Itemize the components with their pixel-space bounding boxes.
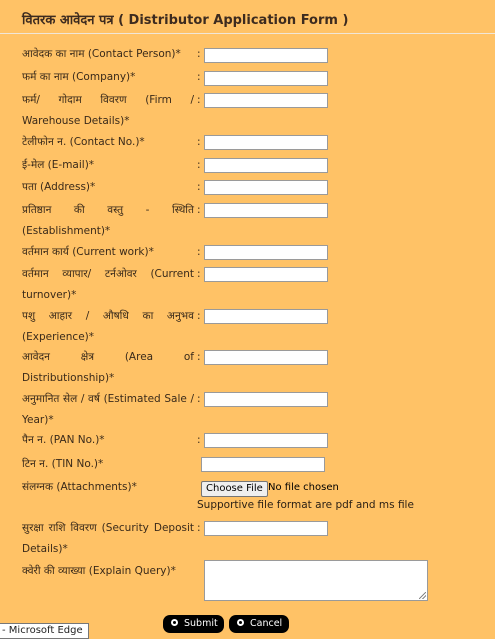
submit-button[interactable] — [163, 615, 224, 633]
pan-no-label: पैन न. (PAN No.)* — [22, 434, 105, 446]
experience-label: पशु आहार / औषधि का अनुभव (Experience)* — [22, 310, 194, 343]
browser-tooltip: - Microsoft Edge — [0, 623, 89, 639]
field-colon: : — [197, 268, 201, 280]
establishment-label: प्रतिष्ठान की वस्तु - स्थिति (Establishment)* — [22, 204, 194, 237]
company-label: फर्म का नाम (Company)* — [22, 71, 136, 83]
current-work-input[interactable] — [204, 245, 328, 260]
distribution-area-input[interactable] — [204, 350, 328, 365]
form-title: वितरक आवेदन पत्र ( Distributor Application Form ) — [22, 13, 349, 28]
cancel-label: Cancel — [250, 618, 283, 629]
contact-person-label: आवेदक का नाम (Contact Person)* — [22, 48, 181, 60]
security-deposit-input[interactable] — [204, 521, 328, 536]
cancel-icon — [237, 619, 244, 626]
field-colon: : — [197, 204, 201, 216]
field-colon: : — [197, 48, 201, 60]
firm-warehouse-label: फर्म/ गोदाम विवरण (Firm / Warehouse Details)* — [22, 94, 194, 127]
email-input[interactable] — [204, 158, 328, 173]
explain-query-label: क्वेरी की व्याख्या (Explain Query)* — [22, 565, 176, 577]
email-label: ई-मेल (E-mail)* — [22, 159, 95, 171]
current-turnover-input[interactable] — [204, 267, 328, 282]
address-label: पता (Address)* — [22, 181, 96, 193]
estimated-sale-label: अनुमानित सेल / वर्ष (Estimated Sale / Year)* — [22, 393, 194, 426]
tin-no-input[interactable] — [201, 457, 325, 472]
title-divider — [0, 33, 495, 34]
submit-icon — [171, 619, 178, 626]
field-colon: : — [197, 351, 201, 363]
field-colon: : — [197, 246, 201, 258]
resize-handle-icon[interactable] — [419, 592, 426, 599]
current-work-label: वर्तमान कार्य (Current work)* — [22, 246, 154, 258]
submit-label: Submit — [184, 618, 218, 629]
explain-query-textarea[interactable] — [204, 560, 428, 601]
current-turnover-label: वर्तमान व्यापार/ टर्नओवर (Current turnover)* — [22, 268, 194, 301]
field-colon: : — [197, 181, 201, 193]
experience-input[interactable] — [204, 309, 328, 324]
contact-no-input[interactable] — [204, 135, 328, 150]
firm-warehouse-input[interactable] — [204, 93, 328, 108]
security-deposit-label: सुरक्षा राशि विवरण (Security Deposit Details)* — [22, 522, 194, 555]
cancel-button[interactable] — [229, 615, 289, 633]
address-input[interactable] — [204, 180, 328, 195]
company-input[interactable] — [204, 71, 328, 86]
attachments-label: संलग्नक (Attachments)* — [22, 481, 137, 493]
choose-file-button[interactable]: Choose File — [201, 481, 268, 497]
field-colon: : — [197, 71, 201, 83]
field-colon: : — [197, 310, 201, 322]
distribution-area-label: आवेदन क्षेत्र (Area of Distributionship)* — [22, 351, 194, 384]
estimated-sale-input[interactable] — [204, 392, 328, 407]
field-colon: : — [197, 159, 201, 171]
field-colon: : — [197, 94, 201, 106]
tin-no-label: टिन न. (TIN No.)* — [22, 458, 104, 470]
file-format-note: Supportive file format are pdf and ms file — [197, 499, 414, 511]
field-colon: : — [197, 136, 201, 148]
pan-no-input[interactable] — [204, 433, 328, 448]
field-colon: : — [197, 393, 201, 405]
contact-person-input[interactable] — [204, 48, 328, 63]
field-colon: : — [197, 522, 201, 534]
establishment-input[interactable] — [204, 203, 328, 218]
field-colon: : — [197, 434, 201, 446]
contact-no-label: टेलीफोन न. (Contact No.)* — [22, 136, 145, 148]
file-status-text: No file chosen — [268, 482, 339, 493]
